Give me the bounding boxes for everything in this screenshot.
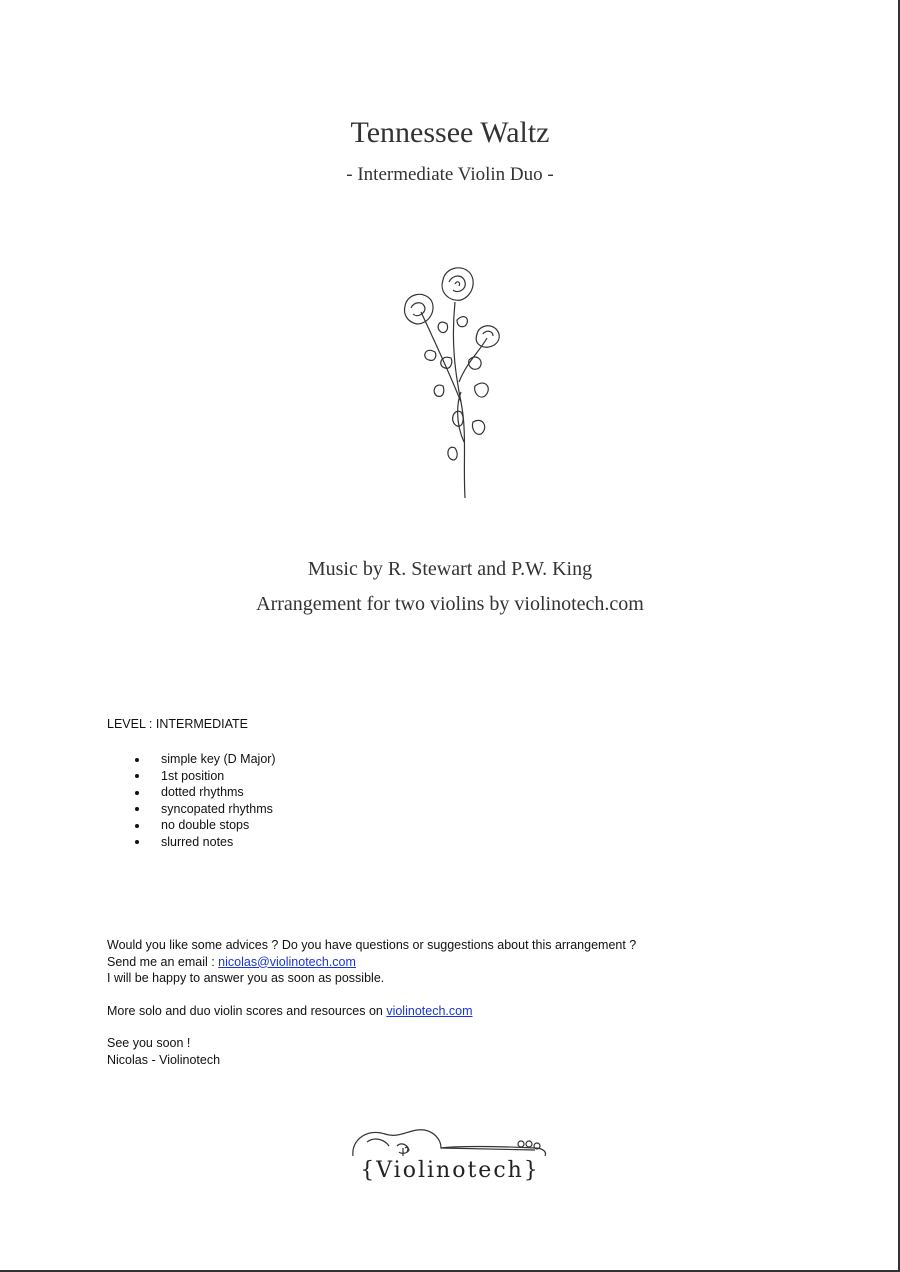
- list-item: dotted rhythms: [107, 784, 276, 801]
- list-item: slurred notes: [107, 834, 276, 851]
- question-line: Would you like some advices ? Do you have questions or suggestions about this arrangement ?: [107, 938, 637, 952]
- music-by-line: Music by R. Stewart and P.W. King: [307, 558, 593, 580]
- email-link[interactable]: nicolas@violinotech.com: [218, 954, 356, 969]
- answer-line: I will be happy to answer you as soon as possible.: [107, 971, 385, 985]
- logo-text: {Violinotech}: [360, 1158, 540, 1183]
- see-you-line: See you soon !: [107, 1036, 191, 1050]
- more-prefix: More solo and duo violin scores and resources on: [107, 1003, 387, 1018]
- arrangement-line: Arrangement for two violins by violinotech.com: [256, 593, 644, 615]
- credits: [0, 552, 900, 622]
- list-item: no double stops: [107, 817, 276, 834]
- more-line: [107, 1003, 636, 1020]
- email-line: [107, 954, 636, 971]
- contact-section: [107, 937, 636, 1068]
- level-heading: LEVEL : INTERMEDIATE: [107, 717, 249, 731]
- list-item: 1st position: [107, 768, 276, 785]
- list-item: simple key (D Major): [107, 751, 276, 768]
- page-title: Tennessee Waltz: [350, 116, 550, 149]
- email-prefix: Send me an email :: [107, 954, 219, 969]
- list-item: syncopated rhythms: [107, 801, 276, 818]
- feature-list: [107, 751, 276, 850]
- flower-illustration: [395, 262, 510, 500]
- signature-line: Nicolas - Violinotech: [107, 1052, 221, 1067]
- website-link[interactable]: violinotech.com: [386, 1003, 473, 1018]
- page-subtitle: - Intermediate Violin Duo -: [346, 164, 554, 185]
